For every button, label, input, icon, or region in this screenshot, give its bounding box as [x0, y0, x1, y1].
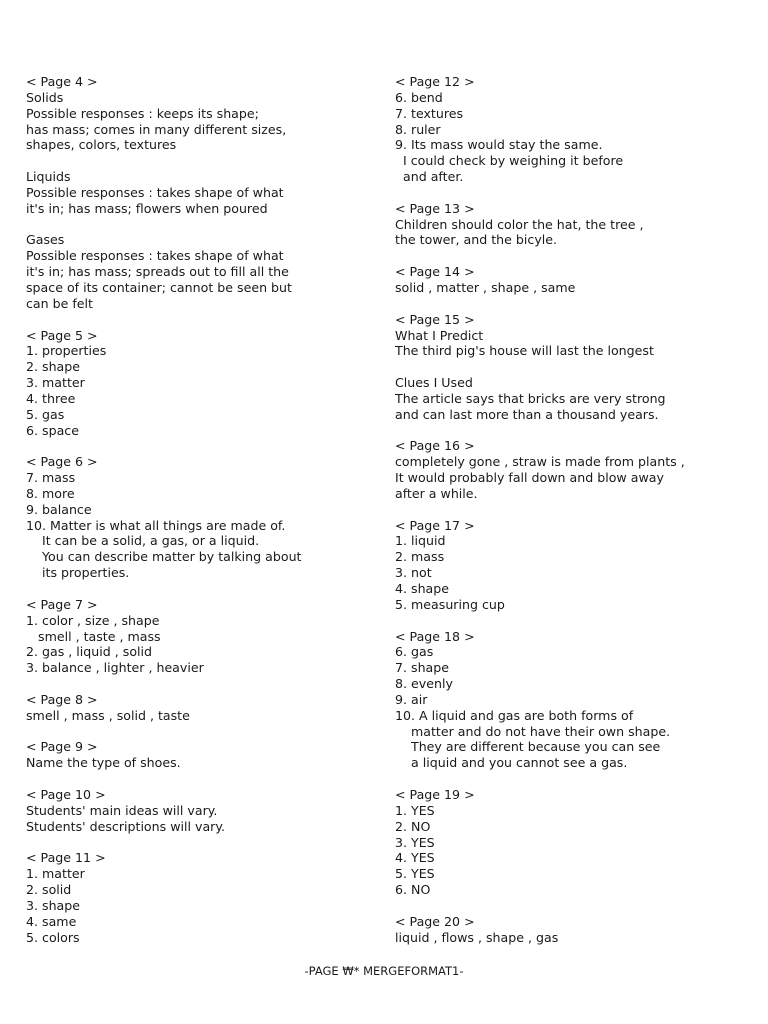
answer-line: 3. matter	[26, 375, 85, 391]
answer-line: and after.	[395, 169, 464, 185]
answer-line: 3. YES	[395, 834, 435, 850]
answer-line: 6. bend	[395, 89, 443, 105]
answer-line: 3. shape	[26, 897, 81, 913]
page-heading: < Page 19 >	[395, 786, 475, 802]
blank-line	[26, 676, 371, 692]
answer-line: 4. YES	[395, 850, 435, 866]
answer-line: liquid , flows , shape , gas	[395, 929, 559, 945]
answer-line: 4. three	[26, 390, 76, 406]
answer-line: 9. balance	[26, 501, 92, 517]
answer-line: Possible responses : keeps its shape;	[26, 105, 259, 121]
answer-line: solid , matter , shape , same	[395, 279, 576, 295]
page-heading: < Page 17 >	[395, 517, 475, 533]
answer-line: space of its container; cannot be seen but	[26, 279, 292, 295]
blank-line	[395, 359, 745, 375]
answer-line: 2. gas , liquid , solid	[26, 644, 153, 660]
answer-line: 1. matter	[26, 866, 85, 882]
answer-line: 2. NO	[395, 818, 431, 834]
answer-line: 5. gas	[26, 406, 65, 422]
left-answer-column	[26, 74, 371, 945]
blank-line	[26, 724, 371, 740]
blank-line	[395, 185, 745, 201]
answer-line: You can describe matter by talking about	[26, 549, 302, 565]
answer-line: 7. mass	[26, 470, 76, 486]
answer-line: Name the type of shoes.	[26, 755, 181, 771]
answer-line: it's in; has mass; spreads out to fill all the	[26, 264, 289, 280]
answer-line: its properties.	[26, 565, 130, 581]
page-heading: < Page 14 >	[395, 264, 475, 280]
answer-line: smell , taste , mass	[26, 628, 161, 644]
answer-line: after a while.	[395, 485, 478, 501]
answer-line: They are different because you can see	[395, 739, 661, 755]
page-heading: < Page 7 >	[26, 596, 98, 612]
page-heading: < Page 15 >	[395, 311, 475, 327]
answer-line: 4. shape	[395, 581, 450, 596]
answer-line: 10. Matter is what all things are made of.	[26, 517, 286, 533]
answer-line: Solids	[26, 89, 64, 105]
answer-line: What I Predict	[395, 327, 484, 343]
answer-line: Possible responses : takes shape of what	[26, 184, 284, 200]
answer-line: 8. ruler	[395, 121, 441, 137]
page-heading: < Page 8 >	[26, 691, 98, 707]
answer-line: 9. Its mass would stay the same.	[395, 137, 603, 153]
answer-line: shapes, colors, textures	[26, 137, 177, 153]
right-answer-column	[395, 74, 745, 945]
answer-line: 7. shape	[395, 660, 450, 676]
answer-line: 3. not	[395, 565, 432, 581]
answer-line: the tower, and the bicyle.	[395, 232, 558, 248]
answer-line: and can last more than a thousand years.	[395, 406, 659, 422]
answer-line: Clues I Used	[395, 375, 473, 391]
page-heading: < Page 10 >	[26, 786, 106, 802]
blank-line	[26, 217, 371, 233]
answer-line: it's in; has mass; flowers when poured	[26, 200, 268, 216]
blank-line	[395, 502, 745, 518]
answer-line: 5. measuring cup	[395, 596, 505, 612]
answer-line: 1. color , size , shape	[26, 612, 160, 628]
page-heading: < Page 13 >	[395, 200, 475, 216]
answer-line: 5. colors	[26, 929, 80, 945]
answer-line: 1. properties	[26, 343, 107, 359]
answer-line: It would probably fall down and blow away	[395, 470, 664, 486]
answer-line: 6. gas	[395, 644, 434, 660]
answer-line: 8. more	[26, 485, 75, 501]
answer-line: a liquid and you cannot see a gas.	[395, 755, 628, 771]
answer-line: matter and do not have their own shape.	[395, 723, 671, 739]
answer-line: 2. mass	[395, 549, 445, 565]
blank-line	[26, 438, 371, 454]
answer-line: It can be a solid, a gas, or a liquid.	[26, 533, 260, 549]
answer-line: Gases	[26, 232, 65, 248]
blank-line	[395, 898, 745, 914]
answer-line: 10. A liquid and gas are both forms of	[395, 707, 634, 723]
page-heading: < Page 6 >	[26, 454, 98, 470]
answer-line: 1. liquid	[395, 533, 446, 549]
page-heading: < Page 5 >	[26, 327, 98, 343]
answer-line: Children should color the hat, the tree ,	[395, 216, 644, 232]
blank-line	[26, 835, 371, 851]
answer-line: 3. balance , lighter , heavier	[26, 660, 204, 676]
page-heading: < Page 16 >	[395, 438, 475, 454]
blank-line	[26, 312, 371, 328]
answer-line: 9. air	[395, 691, 428, 707]
answer-line: has mass; comes in many different sizes,	[26, 121, 287, 137]
page-heading: < Page 4 >	[26, 74, 98, 89]
blank-line	[26, 153, 371, 169]
answer-line: 7. textures	[395, 105, 464, 121]
blank-line	[395, 296, 745, 312]
answer-line: 6. space	[26, 422, 79, 438]
answer-line: Possible responses : takes shape of what	[26, 248, 284, 264]
answer-line: can be felt	[26, 295, 93, 311]
answer-line: Students' main ideas will vary.	[26, 802, 218, 818]
blank-line	[395, 613, 745, 629]
page-heading: < Page 20 >	[395, 913, 475, 929]
answer-line: smell , mass , solid , taste	[26, 707, 190, 723]
blank-line	[395, 248, 745, 264]
answer-line: 2. solid	[26, 882, 72, 898]
page-heading: < Page 9 >	[26, 739, 98, 755]
blank-line	[26, 771, 371, 787]
answer-line: Liquids	[26, 169, 71, 185]
answer-line: 6. NO	[395, 882, 431, 898]
answer-line: I could check by weighing it before	[395, 153, 624, 169]
answer-line: The article says that bricks are very strong	[395, 390, 666, 406]
blank-line	[26, 581, 371, 597]
page-heading: < Page 11 >	[26, 850, 106, 866]
blank-line	[395, 423, 745, 439]
answer-line: 5. YES	[395, 866, 435, 882]
answer-line: 4. same	[26, 913, 77, 929]
answer-line: completely gone , straw is made from plants ,	[395, 454, 685, 470]
answer-line: 1. YES	[395, 802, 435, 818]
answer-line: 8. evenly	[395, 676, 453, 692]
answer-line: 2. shape	[26, 359, 81, 375]
answer-line: Students' descriptions will vary.	[26, 818, 225, 834]
blank-line	[395, 771, 745, 787]
page-footer: -PAGE ₩* MERGEFORMAT1-	[304, 964, 464, 978]
page-heading: < Page 18 >	[395, 628, 475, 644]
page-heading: < Page 12 >	[395, 74, 475, 89]
answer-line: The third pig's house will last the longest	[395, 343, 654, 359]
